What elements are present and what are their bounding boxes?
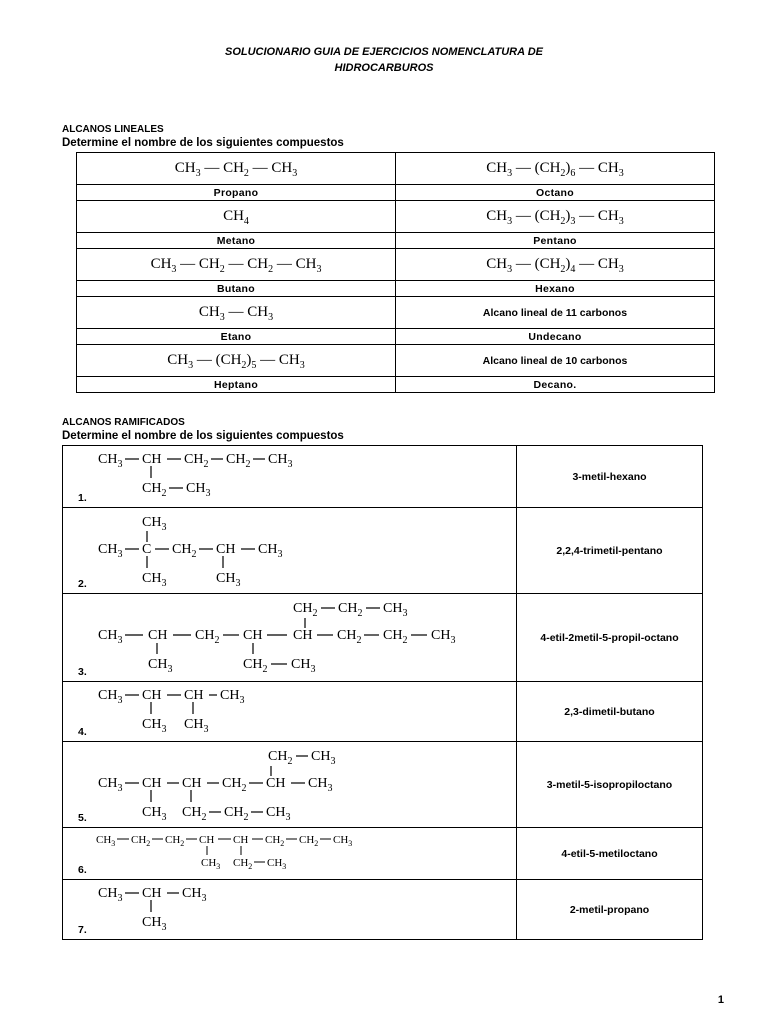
formula-octano: $CH_3$ — $(CH_2)_6$ — $CH_3$	[396, 153, 715, 185]
page-number: 1	[717, 994, 724, 1006]
svg-text:CH2: $CH_2$	[337, 628, 362, 646]
svg-text:CH2: $CH_2$	[265, 834, 285, 848]
svg-text:CH3: $CH_3$	[142, 717, 167, 735]
linear-alkanes-table	[76, 152, 715, 393]
svg-text:CH: CH	[142, 776, 162, 791]
svg-text:CH: CH	[216, 542, 236, 557]
svg-text:CH: CH	[142, 688, 162, 703]
svg-text:CH3: $CH_3$	[98, 628, 123, 646]
structure-cell	[63, 594, 517, 682]
title-line-1: SOLUCIONARIO GUIA DE EJERCICIOS NOMENCLATURA DE	[225, 46, 543, 58]
structure-cell	[63, 880, 517, 940]
structure-cell	[63, 508, 517, 594]
svg-text:CH2: $CH_2$	[243, 657, 268, 675]
structure-3	[93, 596, 493, 680]
name-cell: Etano	[77, 329, 396, 345]
svg-text:CH3: $CH_3$	[267, 857, 287, 871]
svg-text:CH3: $CH_3$	[186, 481, 211, 499]
structure-1	[93, 448, 393, 506]
svg-text:CH2: $CH_2$	[338, 601, 363, 619]
formula-etano: $CH_3$ — $CH_3$	[77, 297, 396, 329]
svg-text:CH2: $CH_2$	[233, 857, 253, 871]
svg-text:CH2: $CH_2$	[226, 452, 251, 470]
svg-text:CH3: $CH_3$	[291, 657, 316, 675]
formula-hexano: $CH_3$ — $(CH_2)_4$ — $CH_3$	[396, 249, 715, 281]
svg-text:CH2: $CH_2$	[195, 628, 220, 646]
svg-text:CH3: $CH_3$	[220, 688, 245, 706]
formula-metano: $CH_4$	[77, 201, 396, 233]
svg-text:CH2: $CH_2$	[224, 805, 249, 823]
structure-cell	[63, 446, 517, 508]
svg-text:CH3: $CH_3$	[201, 857, 221, 871]
svg-text:CH3: $CH_3$	[258, 542, 283, 560]
name-cell: Decano.	[396, 377, 715, 393]
svg-text:CH: CH	[243, 628, 263, 643]
structure-4	[93, 684, 393, 740]
svg-text:CH2: $CH_2$	[172, 542, 197, 560]
answer-cell: 4-etil-5-metiloctano	[517, 828, 703, 880]
row-number: 7.	[78, 924, 87, 936]
name-cell: Heptano	[77, 377, 396, 393]
formula-pentano: $CH_3$ — $(CH_2)_3$ — $CH_3$	[396, 201, 715, 233]
svg-text:CH: CH	[266, 776, 286, 791]
svg-text:CH3: $CH_3$	[142, 805, 167, 823]
structure-7	[93, 882, 393, 938]
structure-cell	[63, 682, 517, 742]
title-line-2: HIDROCARBUROS	[334, 62, 434, 74]
svg-text:CH: CH	[182, 776, 202, 791]
svg-text:CH3: $CH_3$	[98, 452, 123, 470]
svg-text:CH: CH	[293, 628, 313, 643]
svg-text:CH3: $CH_3$	[268, 452, 293, 470]
row-number: 4.	[78, 726, 87, 738]
name-cell: Butano	[77, 281, 396, 297]
name-cell: Pentano	[396, 233, 715, 249]
svg-text:CH3: $CH_3$	[148, 657, 173, 675]
section-heading-lineales: ALCANOS LINEALES	[62, 124, 164, 135]
structure-2	[93, 510, 393, 592]
answer-cell: 2,3-dimetil-butano	[517, 682, 703, 742]
svg-text:CH: CH	[233, 834, 249, 846]
svg-text:CH3: $CH_3$	[98, 542, 123, 560]
svg-text:CH3: $CH_3$	[216, 571, 241, 589]
svg-text:CH3: $CH_3$	[182, 886, 207, 904]
svg-text:CH3: $CH_3$	[96, 834, 116, 848]
svg-text:CH2: $CH_2$	[222, 776, 247, 794]
svg-text:CH3: $CH_3$	[142, 571, 167, 589]
row-number: 2.	[78, 578, 87, 590]
structure-cell	[63, 742, 517, 828]
svg-text:CH2: $CH_2$	[131, 834, 151, 848]
name-cell: Octano	[396, 185, 715, 201]
svg-text:CH3: $CH_3$	[98, 886, 123, 904]
svg-text:CH2: $CH_2$	[182, 805, 207, 823]
svg-text:CH2: $CH_2$	[268, 749, 293, 767]
svg-text:CH3: $CH_3$	[142, 915, 167, 933]
answer-cell: 2,2,4-trimetil-pentano	[517, 508, 703, 594]
svg-text:CH3: $CH_3$	[383, 601, 408, 619]
row-number: 6.	[78, 864, 87, 876]
section-heading-ramificados: ALCANOS RAMIFICADOS	[62, 417, 185, 428]
svg-text:CH2: $CH_2$	[142, 481, 167, 499]
answer-cell: 3-metil-5-isopropiloctano	[517, 742, 703, 828]
branched-alkanes-table	[62, 445, 703, 940]
svg-text:CH3: $CH_3$	[184, 717, 209, 735]
section-subheading-lineales: Determine el nombre de los siguientes compuestos	[62, 137, 344, 149]
formula-text-decano: Alcano lineal de 10 carbonos	[396, 345, 715, 377]
structure-6	[93, 829, 393, 877]
document-title	[0, 44, 768, 76]
svg-text:CH: CH	[142, 452, 162, 467]
name-cell: Undecano	[396, 329, 715, 345]
svg-text:CH: CH	[199, 834, 215, 846]
formula-butano: $CH_3$ — $CH_2$ — $CH_2$ — $CH_3$	[77, 249, 396, 281]
svg-text:CH2: $CH_2$	[293, 601, 318, 619]
svg-text:CH: CH	[148, 628, 168, 643]
svg-text:C: C	[142, 542, 152, 557]
name-cell: Hexano	[396, 281, 715, 297]
row-number: 5.	[78, 812, 87, 824]
svg-text:CH2: $CH_2$	[383, 628, 408, 646]
formula-text-undecano: Alcano lineal de 11 carbonos	[396, 297, 715, 329]
svg-text:CH3: $CH_3$	[98, 776, 123, 794]
svg-text:CH: CH	[184, 688, 204, 703]
svg-text:CH3: $CH_3$	[266, 805, 291, 823]
row-number: 3.	[78, 666, 87, 678]
structure-5	[93, 744, 413, 826]
svg-text:CH3: $CH_3$	[98, 688, 123, 706]
svg-text:CH3: $CH_3$	[311, 749, 336, 767]
name-cell: Metano	[77, 233, 396, 249]
svg-text:CH3: $CH_3$	[431, 628, 456, 646]
svg-text:CH: CH	[142, 886, 162, 901]
svg-text:CH2: $CH_2$	[184, 452, 209, 470]
section-subheading-ramificados: Determine el nombre de los siguientes compuestos	[62, 430, 344, 442]
svg-text:CH3: $CH_3$	[333, 834, 353, 848]
answer-cell: 2-metil-propano	[517, 880, 703, 940]
structure-cell	[63, 828, 517, 880]
svg-text:CH3: $CH_3$	[142, 515, 167, 533]
name-cell: Propano	[77, 185, 396, 201]
formula-heptano: $CH_3$ — $(CH_2)_5$ — $CH_3$	[77, 345, 396, 377]
answer-cell: 4-etil-2metil-5-propil-octano	[517, 594, 703, 682]
formula-propano: $CH_3$ — $CH_2$ — $CH_3$	[77, 153, 396, 185]
svg-text:CH2: $CH_2$	[165, 834, 185, 848]
svg-text:CH3: $CH_3$	[308, 776, 333, 794]
answer-cell: 3-metil-hexano	[517, 446, 703, 508]
svg-text:CH2: $CH_2$	[299, 834, 319, 848]
row-number: 1.	[78, 492, 87, 504]
